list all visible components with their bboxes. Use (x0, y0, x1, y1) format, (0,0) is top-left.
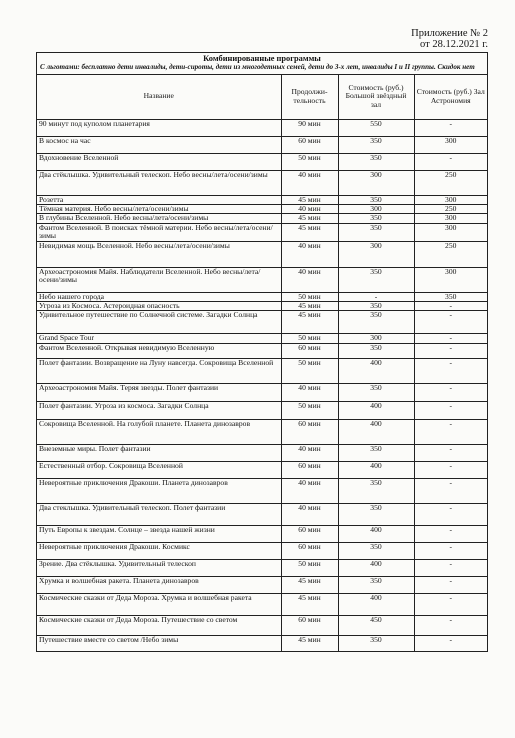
column-header-price-big-hall: Стоимость (руб.) Большой звёздный зал (338, 75, 414, 120)
price-big-hall-cell: 350 (338, 576, 414, 593)
price-big-hall-cell: 400 (338, 419, 414, 444)
table-row (37, 223, 487, 241)
duration-cell: 40 мин (281, 503, 338, 525)
program-name-cell: Археоастрономия Майя. Наблюдатели Вселенной. Небо весны/лета/осени/зимы (37, 267, 281, 292)
price-big-hall-cell: 350 (338, 503, 414, 525)
discount-note: С льготами: бесплатно дети инвалиды, дети-сироты, дети из многодетных семей, дети до 3-х лет, инвалиды I и II группы. Скидок нет (40, 63, 475, 71)
price-astronomy-hall-cell: 250 (414, 241, 487, 267)
program-name-cell: Фантом Вселенной. В поисках тёмной материи. Небо весны/лета/осени/зимы (37, 223, 281, 241)
price-astronomy-hall-cell: - (414, 311, 487, 334)
programs-table (37, 75, 487, 652)
duration-cell: 40 мин (281, 478, 338, 503)
program-name-cell: Небо нашего города (37, 292, 281, 301)
table-row (37, 503, 487, 525)
price-big-hall-cell: 350 (338, 444, 414, 461)
table-header-row (37, 75, 487, 120)
duration-cell: 45 мин (281, 576, 338, 593)
price-astronomy-hall-cell: - (414, 542, 487, 559)
program-name-cell: Тёмная материя. Небо весны/лета/осени/зимы (37, 204, 281, 213)
duration-cell: 90 мин (281, 119, 338, 136)
price-astronomy-hall-cell: - (414, 461, 487, 478)
duration-cell: 60 мин (281, 461, 338, 478)
price-astronomy-hall-cell: 300 (414, 223, 487, 241)
program-name-cell: Естественный отбор. Сокровища Вселенной (37, 461, 281, 478)
program-name-cell: Полет фантазии. Угроза из космоса. Загадки Солнца (37, 401, 281, 419)
price-astronomy-hall-cell: - (414, 334, 487, 343)
price-astronomy-hall-cell: - (414, 559, 487, 576)
table-row (37, 444, 487, 461)
program-name-cell: Космические сказки от Деда Мороза. Путешествие со светом (37, 615, 281, 635)
table-title: Комбинированные программы (203, 54, 321, 63)
duration-cell: 50 мин (281, 401, 338, 419)
program-name-cell: Сокровища Вселенной. На голубой планете. Планета динозавров (37, 419, 281, 444)
table-row (37, 119, 487, 136)
price-astronomy-hall-cell: - (414, 343, 487, 358)
duration-cell: 45 мин (281, 214, 338, 223)
price-astronomy-hall-cell: - (414, 383, 487, 401)
program-name-cell: Grand Space Tour (37, 334, 281, 343)
price-big-hall-cell: 300 (338, 241, 414, 267)
appendix-header (411, 28, 488, 50)
price-astronomy-hall-cell: - (414, 615, 487, 635)
program-name-cell: Археоастрономия Майя. Теряя звезды. Полет фантазии (37, 383, 281, 401)
duration-cell: 60 мин (281, 343, 338, 358)
price-big-hall-cell: 350 (338, 136, 414, 153)
duration-cell: 50 мин (281, 559, 338, 576)
appendix-number: Приложение № 2 (411, 28, 488, 39)
program-name-cell: 90 минут под куполом планетария (37, 119, 281, 136)
table-row (37, 153, 487, 170)
price-big-hall-cell: 350 (338, 478, 414, 503)
program-name-cell: Путь Европы к звездам. Солнце – звезда нашей жизни (37, 525, 281, 542)
table-row (37, 241, 487, 267)
table-row (37, 593, 487, 615)
duration-cell: 45 мин (281, 301, 338, 310)
price-big-hall-cell: 350 (338, 301, 414, 310)
program-name-cell: Вдохновение Вселенной (37, 153, 281, 170)
price-big-hall-cell: 350 (338, 635, 414, 651)
duration-cell: 45 мин (281, 593, 338, 615)
duration-cell: 50 мин (281, 358, 338, 383)
price-big-hall-cell: 350 (338, 223, 414, 241)
table-row (37, 170, 487, 195)
program-name-cell: Путешествие вместе со светом /Небо зимы (37, 635, 281, 651)
program-name-cell: Розетта (37, 195, 281, 204)
table-row (37, 542, 487, 559)
price-astronomy-hall-cell: 350 (414, 292, 487, 301)
program-name-cell: Невероятные приключения Дракоши. Космикс (37, 542, 281, 559)
price-big-hall-cell: 550 (338, 119, 414, 136)
price-big-hall-cell: 350 (338, 343, 414, 358)
price-big-hall-cell: 400 (338, 593, 414, 615)
price-astronomy-hall-cell: - (414, 444, 487, 461)
table-row (37, 525, 487, 542)
duration-cell: 50 мин (281, 292, 338, 301)
table-caption (37, 53, 487, 75)
duration-cell: 50 мин (281, 153, 338, 170)
price-table-container (36, 52, 488, 652)
program-name-cell: Космические сказки от Деда Мороза. Хрумка и волшебная ракета (37, 593, 281, 615)
table-row (37, 615, 487, 635)
duration-cell: 60 мин (281, 615, 338, 635)
table-row (37, 267, 487, 292)
program-name-cell: В космос на час (37, 136, 281, 153)
program-name-cell: Зрение. Два стёклышка. Удивительный телескоп (37, 559, 281, 576)
program-name-cell: Фантом Вселенной. Открывая невидимую Вселенную (37, 343, 281, 358)
price-astronomy-hall-cell: - (414, 419, 487, 444)
price-big-hall-cell: 350 (338, 542, 414, 559)
price-astronomy-hall-cell: - (414, 478, 487, 503)
duration-cell: 45 мин (281, 223, 338, 241)
price-big-hall-cell: 350 (338, 195, 414, 204)
duration-cell: 40 мин (281, 204, 338, 213)
table-row (37, 635, 487, 651)
price-big-hall-cell: 400 (338, 559, 414, 576)
duration-cell: 60 мин (281, 542, 338, 559)
price-astronomy-hall-cell: - (414, 525, 487, 542)
price-big-hall-cell: 400 (338, 525, 414, 542)
program-name-cell: Два стёклышка. Удивительный телескоп. Небо весны/лета/осени/зимы (37, 170, 281, 195)
table-row (37, 334, 487, 343)
price-big-hall-cell: 400 (338, 461, 414, 478)
program-name-cell: Два стеклышка. Удивительный телескоп. Полет фантазии (37, 503, 281, 525)
price-astronomy-hall-cell: - (414, 153, 487, 170)
price-astronomy-hall-cell: 300 (414, 214, 487, 223)
program-name-cell: Полет фантазии. Возвращение на Луну навсегда. Сокровища Вселенной (37, 358, 281, 383)
column-header-price-astronomy-hall: Стоимость (руб.) Зал Астрономия (414, 75, 487, 120)
table-row (37, 214, 487, 223)
duration-cell: 40 мин (281, 241, 338, 267)
price-big-hall-cell: 350 (338, 311, 414, 334)
table-row (37, 559, 487, 576)
table-row (37, 383, 487, 401)
table-row (37, 576, 487, 593)
price-big-hall-cell: 350 (338, 214, 414, 223)
price-astronomy-hall-cell: - (414, 119, 487, 136)
program-name-cell: Невероятные приключения Дракоши. Планета динозавров (37, 478, 281, 503)
price-astronomy-hall-cell: - (414, 576, 487, 593)
price-big-hall-cell: 350 (338, 153, 414, 170)
program-name-cell: Удивительное путешествие по Солнечной системе. Загадки Солнца (37, 311, 281, 334)
duration-cell: 40 мин (281, 170, 338, 195)
price-astronomy-hall-cell: - (414, 593, 487, 615)
price-astronomy-hall-cell: 250 (414, 170, 487, 195)
duration-cell: 40 мин (281, 444, 338, 461)
duration-cell: 40 мин (281, 267, 338, 292)
table-row (37, 358, 487, 383)
price-big-hall-cell: 450 (338, 615, 414, 635)
table-row (37, 461, 487, 478)
price-big-hall-cell: 300 (338, 204, 414, 213)
price-big-hall-cell: 350 (338, 383, 414, 401)
duration-cell: 45 мин (281, 311, 338, 334)
duration-cell: 45 мин (281, 635, 338, 651)
table-row (37, 195, 487, 204)
table-row (37, 478, 487, 503)
duration-cell: 45 мин (281, 195, 338, 204)
table-row (37, 401, 487, 419)
duration-cell: 60 мин (281, 525, 338, 542)
appendix-date: от 28.12.2021 г. (420, 39, 488, 50)
duration-cell: 60 мин (281, 419, 338, 444)
table-row (37, 343, 487, 358)
duration-cell: 50 мин (281, 334, 338, 343)
table-row (37, 136, 487, 153)
table-row (37, 419, 487, 444)
duration-cell: 40 мин (281, 383, 338, 401)
program-name-cell: Внеземные миры. Полет фантазии (37, 444, 281, 461)
price-big-hall-cell: 400 (338, 401, 414, 419)
price-astronomy-hall-cell: - (414, 358, 487, 383)
price-big-hall-cell: 300 (338, 334, 414, 343)
table-row (37, 311, 487, 334)
column-header-name: Название (37, 75, 281, 120)
price-astronomy-hall-cell: 300 (414, 136, 487, 153)
price-astronomy-hall-cell: 300 (414, 267, 487, 292)
program-name-cell: Угроза из Космоса. Астероидная опасность (37, 301, 281, 310)
price-big-hall-cell: 400 (338, 358, 414, 383)
program-name-cell: В глубины Вселенной. Небо весны/лета/осени/зимы (37, 214, 281, 223)
column-header-duration: Продолжи-тельность (281, 75, 338, 120)
price-astronomy-hall-cell: - (414, 401, 487, 419)
program-name-cell: Хрумка и волшебная ракета. Планета динозавров (37, 576, 281, 593)
program-name-cell: Невидимая мощь Вселенной. Небо весны/лета/осени/зимы (37, 241, 281, 267)
price-astronomy-hall-cell: - (414, 635, 487, 651)
price-astronomy-hall-cell: - (414, 503, 487, 525)
duration-cell: 60 мин (281, 136, 338, 153)
price-big-hall-cell: - (338, 292, 414, 301)
price-astronomy-hall-cell: 300 (414, 195, 487, 204)
price-big-hall-cell: 350 (338, 267, 414, 292)
price-astronomy-hall-cell: - (414, 301, 487, 310)
price-big-hall-cell: 300 (338, 170, 414, 195)
price-astronomy-hall-cell: 250 (414, 204, 487, 213)
